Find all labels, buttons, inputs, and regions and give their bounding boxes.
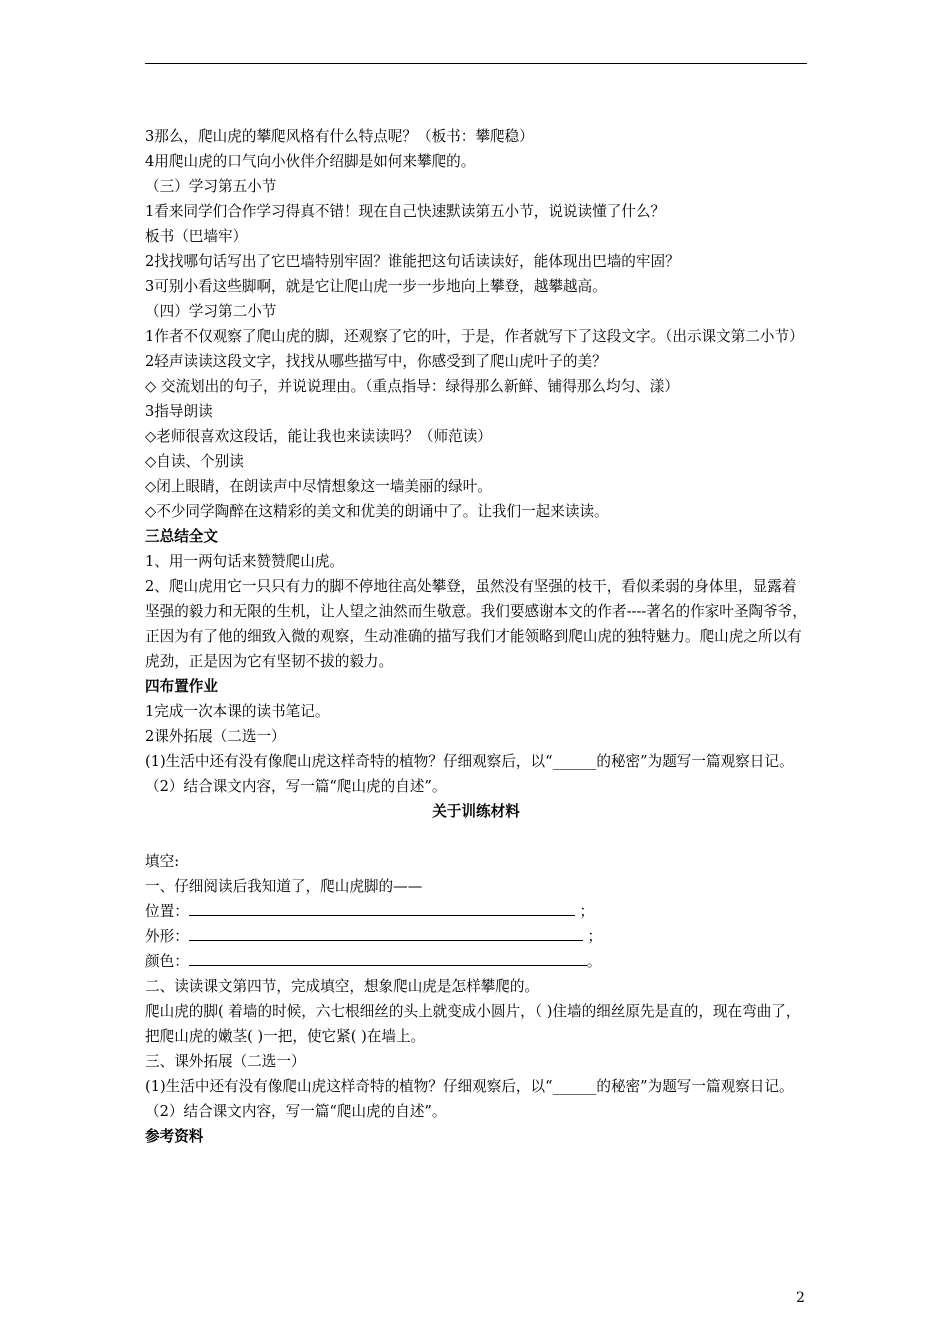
- text-paragraph: (1)生活中还有没有像爬山虎这样奇特的植物？仔细观察后，以“______的秘密”为题写一篇观察日记。: [145, 1078, 794, 1095]
- fill-row: [145, 924, 807, 949]
- blank-line: [189, 926, 583, 941]
- fill-end: ；: [579, 903, 595, 920]
- blank-line: [189, 951, 587, 966]
- text-line: 3可别小看这些脚啊，就是它让爬山虎一步一步地向上攀登，越攀越高。: [145, 278, 607, 295]
- fill-label: 外形：: [145, 928, 189, 945]
- fill-end: ；: [587, 928, 603, 945]
- text-line: 1完成一次本课的读书笔记。: [145, 703, 330, 720]
- text-line: 3那么，爬山虎的攀爬风格有什么特点呢？（板书：攀爬稳）: [145, 128, 534, 145]
- text-paragraph: 2、爬山虎用它一只只有力的脚不停地往高处攀登，虽然没有坚强的枝干，看似柔弱的身体里，显露着坚强的毅力和无限的生机，让人望之油然而生敬意。我们要感谢本文的作者----著名的作家叶圣陶爷爷，正因为有了他的细致入微的观察，生动准确的描写我们才能领略到爬山虎的独特魅力。爬山虎之所以有虎劲，正是因为它有坚韧不拔的毅力。: [145, 578, 807, 670]
- text-line: 1看来同学们合作学习得真不错！现在自己快速默读第五小节，说说读懂了什么？: [145, 203, 666, 220]
- text-line: ◇闭上眼睛，在朗读声中尽情想象这一墙美丽的绿叶。: [145, 478, 492, 495]
- text-line: 填空:: [145, 853, 180, 870]
- text-line: 板书（巴墙牢）: [145, 228, 248, 245]
- fill-row: [145, 949, 807, 974]
- text-line: ◇不少同学陶醉在这精彩的美文和优美的朗诵中了。让我们一起来读读。: [145, 503, 609, 520]
- reference-heading: 参考资料: [145, 1128, 204, 1145]
- training-title: 关于训练材料: [432, 803, 520, 820]
- text-paragraph: 1作者不仅观察了爬山虎的脚，还观察了它的叶，于是，作者就写下了这段文字。（出示课文第二小节）: [145, 328, 804, 345]
- blank-line: [189, 901, 575, 916]
- text-line: 4用爬山虎的口气向小伙伴介绍脚是如何来攀爬的。: [145, 153, 476, 170]
- section-heading: （三）学习第五小节: [145, 178, 277, 195]
- text-line: 二、读读课文第四节，完成填空，想象爬山虎是怎样攀爬的。: [145, 978, 540, 995]
- fill-end: 。: [586, 953, 602, 970]
- spacer: [145, 824, 807, 849]
- homework-heading: 四布置作业: [145, 678, 218, 695]
- fill-label: 位置：: [145, 903, 189, 920]
- fill-label: 颜色：: [145, 953, 189, 970]
- text-line: ◇ 交流划出的句子，并说说理由。（重点指导：绿得那么新鲜、铺得那么均匀、漾）: [145, 378, 679, 395]
- text-line: 2轻声读读这段文字，找找从哪些描写中，你感受到了爬山虎叶子的美？: [145, 353, 607, 370]
- text-line: 2找找哪句话写出了它巴墙特别牢固？谁能把这句话读读好，能体现出巴墙的牢固？: [145, 253, 680, 270]
- page-number: 2: [796, 1290, 805, 1306]
- text-line: 1、用一两句话来赞赞爬山虎。: [145, 553, 345, 570]
- text-paragraph: (1)生活中还有没有像爬山虎这样奇特的植物？仔细观察后，以“______的秘密”为题写一篇观察日记。: [145, 753, 794, 770]
- text-line: 2课外拓展（二选一）: [145, 728, 286, 745]
- text-line: 3指导朗读: [145, 403, 213, 420]
- text-line: ◇老师很喜欢这段话，能让我也来读读吗？（师范读）: [145, 428, 492, 445]
- text-line: 三、课外拓展（二选一）: [145, 1053, 306, 1070]
- section-heading: （四）学习第二小节: [145, 303, 277, 320]
- text-line: 一、仔细阅读后我知道了，爬山虎脚的——: [145, 878, 423, 895]
- text-paragraph: 爬山虎的脚( 着墙的时候，六七根细丝的头上就变成小圆片，（ )住墙的细丝原先是直的，现在弯曲了，把爬山虎的嫩茎( )一把，使它紧( )在墙上。: [145, 1003, 801, 1045]
- header-rule: [145, 63, 807, 64]
- document-body: [145, 124, 807, 1149]
- text-line: （2）结合课文内容，写一篇“爬山虎的自述”。: [145, 778, 447, 795]
- fill-row: [145, 899, 807, 924]
- text-line: ◇自读、个别读: [145, 453, 244, 470]
- summary-heading: 三总结全文: [145, 528, 218, 545]
- text-line: （2）结合课文内容，写一篇“爬山虎的自述”。: [145, 1103, 447, 1120]
